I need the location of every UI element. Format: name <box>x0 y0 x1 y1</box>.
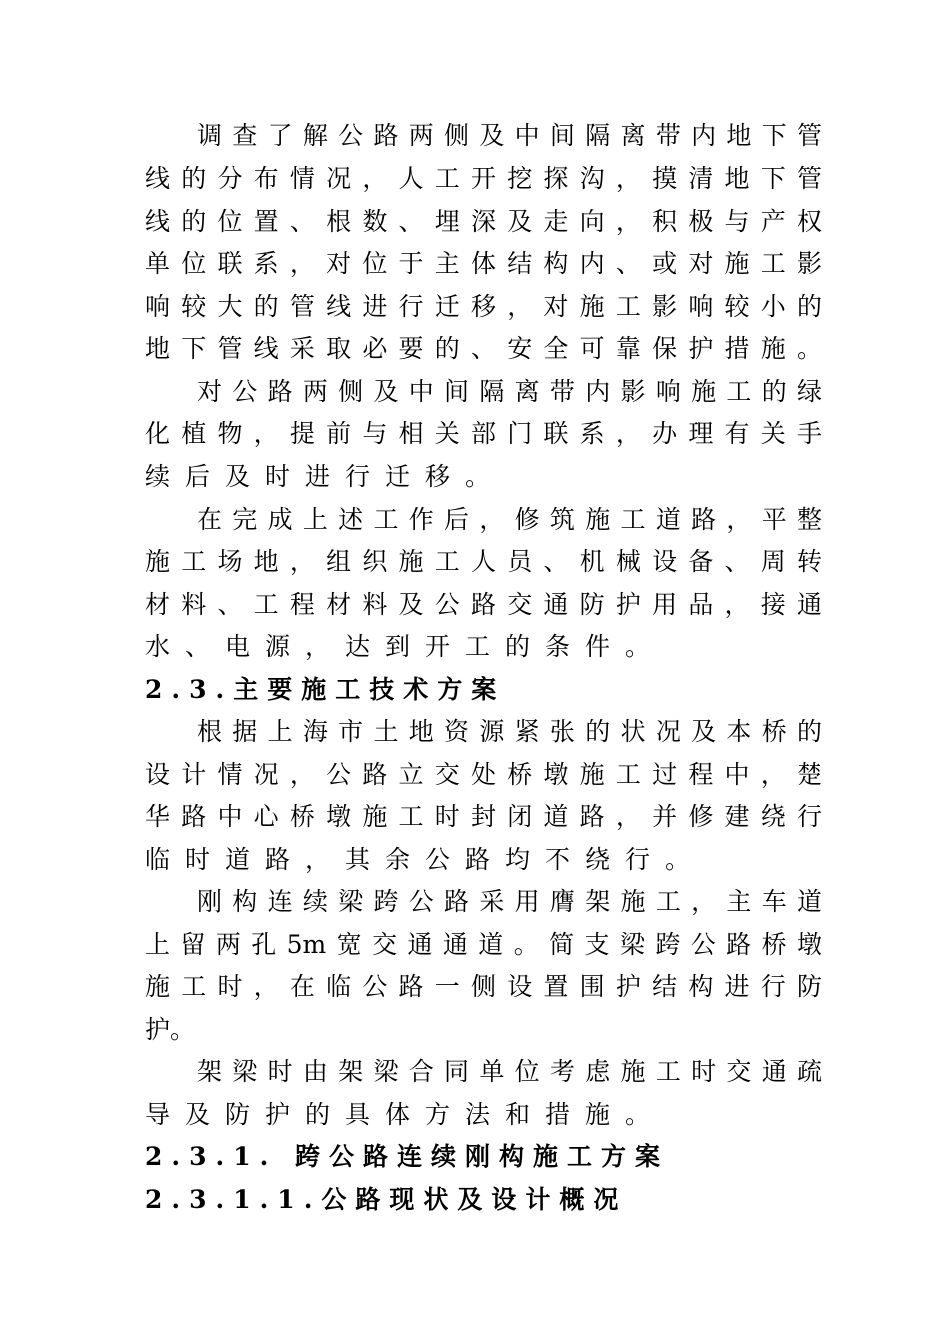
paragraph-5-line-2: 上留两孔5m宽交通通道。简支梁跨公路桥墩 <box>145 930 822 959</box>
paragraph-4-line-2: 设计情况，公路立交处桥墩施工过程中，楚 <box>145 760 822 789</box>
paragraph-2-line-1: 对公路两侧及中间隔离带内影响施工的绿 <box>197 377 822 406</box>
paragraph-6-line-2: 导及防护的具体方法和措施。 <box>145 1100 666 1129</box>
paragraph-1-line-6: 地下管线采取必要的、安全可靠保护措施。 <box>145 334 822 363</box>
section-heading-2-3: 2.3.主要施工技术方案 <box>145 675 506 704</box>
paragraph-1-line-4: 单位联系，对位于主体结构内、或对施工影 <box>145 249 822 278</box>
paragraph-3-line-2: 施工场地，组织施工人员、机械设备、周转 <box>145 547 822 576</box>
paragraph-5-line-4: 护。 <box>145 1015 196 1044</box>
paragraph-1-line-1: 调查了解公路两侧及中间隔离带内地下管 <box>197 121 822 150</box>
paragraph-5-line-1: 刚构连续梁跨公路采用膺架施工，主车道 <box>197 887 822 916</box>
paragraph-5-line-3: 施工时，在临公路一侧设置围护结构进行防 <box>145 972 822 1001</box>
paragraph-3-line-4: 水、电源，达到开工的条件。 <box>145 632 666 661</box>
section-heading-2-3-1-1: 2.3.1.1.公路现状及设计概况 <box>145 1185 628 1214</box>
paragraph-6-line-1: 架梁时由架梁合同单位考虑施工时交通疏 <box>197 1057 822 1086</box>
paragraph-1-line-2: 线的分布情况，人工开挖探沟，摸清地下管 <box>145 164 822 193</box>
paragraph-2-line-3: 续后及时进行迁移。 <box>145 462 506 491</box>
paragraph-3-line-1: 在完成上述工作后，修筑施工道路，平整 <box>197 505 822 534</box>
paragraph-4-line-3: 华路中心桥墩施工时封闭道路，并修建绕行 <box>145 802 822 831</box>
paragraph-3-line-3: 材料、工程材料及公路交通防护用品，接通 <box>145 590 822 619</box>
section-heading-2-3-1: 2.3.1. 跨公路连续刚构施工方案 <box>145 1142 670 1171</box>
paragraph-1-line-5: 响较大的管线进行迁移，对施工影响较小的 <box>145 292 822 321</box>
paragraph-1-line-3: 线的位置、根数、埋深及走向，积极与产权 <box>145 207 822 236</box>
paragraph-2-line-2: 化植物，提前与相关部门联系，办理有关手 <box>145 419 822 448</box>
paragraph-4-line-1: 根据上海市土地资源紧张的状况及本桥的 <box>197 717 822 746</box>
paragraph-4-line-4: 临时道路，其余公路均不绕行。 <box>145 845 706 874</box>
